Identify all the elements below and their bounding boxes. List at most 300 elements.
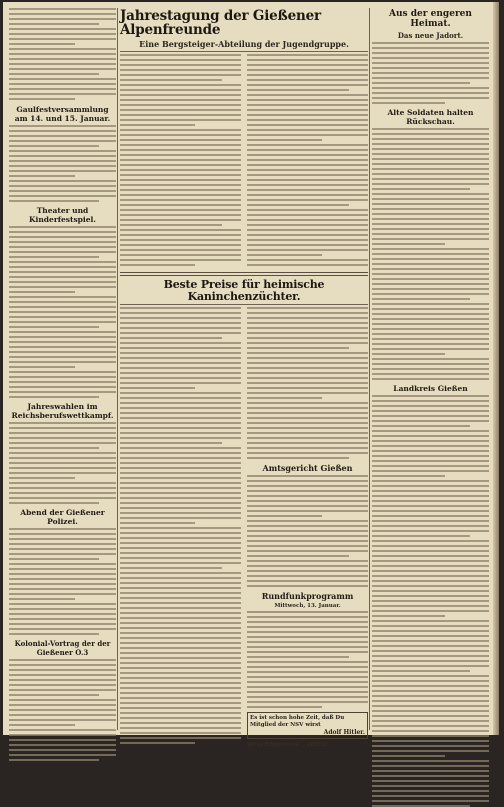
text-line [372, 253, 489, 255]
text-line [9, 472, 116, 474]
text-line [372, 228, 489, 230]
text-line [372, 655, 489, 657]
text-line [9, 145, 99, 147]
text-line [372, 178, 489, 180]
text-line [120, 692, 241, 694]
text-line [372, 328, 489, 330]
text-line [9, 43, 75, 45]
text-line [9, 88, 116, 90]
text-line [120, 382, 241, 384]
text-line [120, 452, 241, 454]
text-line [120, 84, 241, 86]
text-line [372, 57, 489, 59]
text-line [247, 149, 368, 151]
text-line [372, 62, 489, 64]
text-line [120, 742, 195, 744]
text-line [9, 281, 116, 283]
text-line [372, 298, 470, 300]
text-line [9, 326, 99, 328]
text-line [372, 358, 489, 360]
text-line [120, 244, 241, 246]
text-line [372, 470, 489, 472]
text-line [120, 129, 241, 131]
text-line [120, 74, 241, 76]
text-line [120, 397, 241, 399]
text-line [247, 540, 368, 542]
right-section-heading: Alte Soldaten halten Rückschau. [387, 108, 474, 126]
text-line [120, 169, 241, 171]
text-line [247, 159, 368, 161]
text-line [372, 745, 489, 747]
text-line [247, 382, 368, 384]
text-line [247, 144, 368, 146]
text-line [247, 397, 322, 399]
text-line [247, 199, 368, 201]
text-line [247, 387, 368, 389]
text-line [247, 357, 368, 359]
text-line [247, 412, 368, 414]
text-line [372, 395, 489, 397]
text-line [372, 705, 489, 707]
text-line [120, 69, 241, 71]
text-line [247, 64, 368, 66]
text-line [120, 637, 241, 639]
text-line [247, 432, 368, 434]
text-line [9, 386, 116, 388]
text-line [372, 203, 489, 205]
text-line [247, 585, 368, 587]
text-line [9, 608, 116, 610]
text-line [9, 467, 116, 469]
text-line [9, 477, 75, 479]
text-line [120, 552, 241, 554]
text-line [247, 84, 368, 86]
text-line [372, 785, 489, 787]
text-line [372, 765, 489, 767]
text-line [372, 450, 489, 452]
text-line [9, 724, 75, 726]
column-rule [369, 8, 370, 730]
text-line [372, 410, 489, 412]
text-line [247, 367, 368, 369]
text-line [372, 480, 489, 482]
text-line [372, 263, 489, 265]
text-line [372, 555, 489, 557]
text-line [372, 490, 489, 492]
text-line [372, 278, 489, 280]
text-line [120, 124, 195, 126]
text-line [120, 497, 241, 499]
text-line [9, 125, 116, 127]
text-line [120, 642, 241, 644]
text-line [372, 530, 489, 532]
text-line [247, 234, 368, 236]
text-line [9, 528, 116, 530]
text-line [9, 659, 116, 661]
text-line [9, 694, 99, 696]
text-line [120, 327, 241, 329]
text-line [120, 522, 195, 524]
text-line [247, 104, 368, 106]
text-line [9, 83, 116, 85]
text-line [120, 422, 241, 424]
text-line [372, 173, 489, 175]
text-line [247, 691, 368, 693]
text-line [9, 68, 116, 70]
text-line [247, 249, 368, 251]
text-line [120, 447, 241, 449]
text-line [120, 199, 241, 201]
text-line [120, 64, 241, 66]
text-line [247, 570, 368, 572]
text-line [9, 558, 99, 560]
text-line [120, 109, 241, 111]
text-line [372, 565, 489, 567]
text-line [9, 497, 116, 499]
text-line [247, 54, 368, 56]
text-line [372, 288, 489, 290]
text-line [9, 633, 99, 635]
text-line [372, 293, 489, 295]
main-subheadline: Eine Bergsteiger-Abteilung der Jugendgruppe. [139, 39, 349, 50]
text-line [247, 347, 349, 349]
text-line [9, 447, 99, 449]
text-line [120, 54, 241, 56]
text-line [9, 533, 116, 535]
text-line [247, 666, 368, 668]
text-line [372, 680, 489, 682]
text-line [120, 154, 241, 156]
text-line [9, 664, 116, 666]
text-line [372, 273, 489, 275]
text-line [9, 396, 99, 398]
text-line [9, 261, 116, 263]
text-line [120, 712, 241, 714]
text-line [247, 621, 368, 623]
text-line [372, 535, 470, 537]
text-line [247, 134, 368, 136]
text-line [9, 442, 116, 444]
text-line [372, 128, 489, 130]
text-line [247, 392, 368, 394]
text-line [247, 124, 368, 126]
text-line [372, 595, 489, 597]
text-block [9, 8, 116, 100]
text-line [9, 588, 116, 590]
text-line [247, 580, 368, 582]
text-line [9, 180, 116, 182]
text-line [372, 143, 489, 145]
text-line [120, 542, 241, 544]
text-line [9, 135, 116, 137]
text-line [372, 283, 489, 285]
text-line [120, 254, 241, 256]
text-line [372, 630, 489, 632]
column-rule [117, 8, 118, 730]
text-line [247, 239, 368, 241]
text-line [120, 662, 241, 664]
text-line [120, 607, 241, 609]
text-line [247, 322, 368, 324]
text-line [9, 185, 116, 187]
text-line [247, 485, 368, 487]
text-line [9, 63, 116, 65]
text-line [247, 550, 368, 552]
text-line [247, 194, 368, 196]
text-line [372, 440, 489, 442]
text-line [247, 525, 368, 527]
text-line [247, 530, 368, 532]
text-line [372, 540, 489, 542]
rabbit-headline: Beste Preise für heimische Kaninchenzüchter. [163, 278, 325, 303]
text-line [9, 13, 116, 15]
text-line [9, 336, 116, 338]
text-line [120, 402, 241, 404]
text-line [372, 710, 489, 712]
text-line [372, 198, 489, 200]
text-line [247, 676, 368, 678]
text-line [247, 515, 322, 517]
text-line [247, 307, 368, 309]
article-body [120, 307, 368, 747]
text-line [9, 155, 116, 157]
text-line [247, 259, 368, 261]
text-line [372, 233, 489, 235]
text-line [247, 224, 368, 226]
text-line [372, 193, 489, 195]
text-line [9, 754, 116, 756]
text-line [9, 8, 116, 10]
text-line [120, 587, 241, 589]
text-line [120, 367, 241, 369]
text-line [9, 33, 116, 35]
text-line [9, 381, 116, 383]
text-line [9, 376, 116, 378]
text-line [120, 597, 241, 599]
text-block [9, 528, 116, 635]
text-line [247, 229, 368, 231]
text-line [9, 276, 116, 278]
text-line [120, 134, 241, 136]
text-line [247, 114, 368, 116]
text-line [372, 500, 489, 502]
right-section-heading: Landkreis Gießen [393, 384, 468, 393]
text-line [372, 77, 489, 79]
text-line [9, 93, 116, 95]
text-block [372, 128, 489, 380]
text-line [120, 407, 241, 409]
text-line [372, 333, 489, 335]
text-line [9, 346, 116, 348]
text-line [120, 467, 241, 469]
text-line [372, 373, 489, 375]
text-line [247, 214, 368, 216]
page-edge [493, 2, 499, 735]
text-line [372, 303, 489, 305]
text-line [247, 254, 322, 256]
text-line [247, 204, 349, 206]
text-block [372, 42, 489, 104]
text-line [120, 557, 241, 559]
text-line [372, 585, 489, 587]
text-line [120, 119, 241, 121]
text-line [9, 709, 116, 711]
text-line [120, 577, 241, 579]
text-line [372, 400, 489, 402]
text-line [372, 420, 489, 422]
text-line [120, 567, 222, 569]
text-line [247, 701, 368, 703]
text-line [9, 23, 99, 25]
text-line [372, 695, 489, 697]
text-line [9, 422, 116, 424]
ad-text: Es ist schon hohe Zeit, daß Du Mitglied der NSV wirst [250, 715, 345, 729]
text-line [120, 317, 241, 319]
text-line [9, 38, 116, 40]
text-line [120, 727, 241, 729]
text-line [9, 689, 116, 691]
text-line [247, 437, 368, 439]
text-line [372, 363, 489, 365]
text-line [372, 188, 470, 190]
text-line [9, 603, 116, 605]
text-line [247, 535, 368, 537]
text-line [9, 286, 116, 288]
text-line [120, 79, 222, 81]
text-line [9, 679, 116, 681]
text-line [247, 510, 368, 512]
text-line [9, 598, 75, 600]
text-line [372, 600, 489, 602]
text-line [372, 313, 489, 315]
text-line [372, 67, 489, 69]
text-line [9, 759, 99, 761]
text-line [120, 204, 241, 206]
text-line [247, 184, 368, 186]
text-line [9, 256, 99, 258]
left-column [9, 8, 116, 732]
text-line [372, 775, 489, 777]
text-line [247, 362, 368, 364]
left-section-heading: Theater und Kinderfestspiel. [28, 206, 97, 224]
court-headline: Amtsgericht Gießen [262, 463, 353, 474]
text-line [120, 219, 241, 221]
text-line [247, 500, 368, 502]
text-line [9, 160, 116, 162]
text-line [372, 525, 489, 527]
text-line [120, 572, 241, 574]
text-line [120, 622, 241, 624]
text-line [9, 583, 116, 585]
text-line [9, 231, 116, 233]
text-line [120, 532, 241, 534]
text-line [247, 686, 368, 688]
footer-line: Verlag Erdgeschosse ... 1938/32 [247, 741, 328, 748]
text-line [372, 665, 489, 667]
text-line [9, 53, 116, 55]
text-line [247, 661, 368, 663]
text-line [372, 47, 489, 49]
text-line [9, 618, 116, 620]
text-line [120, 372, 241, 374]
text-line [120, 492, 241, 494]
text-line [247, 671, 368, 673]
left-section-heading: Gaulfestversammlung am 14. und 15. Januar. [14, 105, 111, 123]
text-line [372, 368, 489, 370]
text-line [120, 592, 241, 594]
text-line [9, 457, 116, 459]
right-subheadline: Das neue Jadort. [397, 31, 464, 40]
text-line [120, 582, 241, 584]
left-section-heading: Abend der Gießener Polizei. [20, 508, 105, 526]
text-line [9, 150, 116, 152]
text-line [120, 512, 241, 514]
text-line [372, 82, 470, 84]
text-line [247, 631, 368, 633]
text-line [9, 739, 116, 741]
text-line [9, 170, 116, 172]
text-line [120, 657, 241, 659]
text-line [372, 405, 489, 407]
text-line [9, 78, 116, 80]
text-line [9, 246, 116, 248]
text-line [9, 241, 116, 243]
text-line [372, 208, 489, 210]
text-line [372, 435, 489, 437]
text-line [372, 560, 489, 562]
text-line [372, 153, 489, 155]
text-line [120, 487, 241, 489]
text-line [247, 611, 368, 613]
text-line [372, 795, 489, 797]
text-line [120, 89, 241, 91]
text-line [120, 632, 241, 634]
text-line [372, 615, 445, 617]
text-line [247, 372, 368, 374]
text-line [9, 563, 116, 565]
text-block [9, 125, 116, 202]
text-line [9, 704, 116, 706]
text-line [120, 184, 241, 186]
text-line [247, 555, 349, 557]
text-line [372, 505, 489, 507]
text-line [9, 538, 116, 540]
text-line [9, 296, 116, 298]
text-line [372, 675, 489, 677]
text-line [120, 357, 241, 359]
text-line [9, 28, 116, 30]
text-line [372, 725, 489, 727]
text-line [9, 427, 116, 429]
text-line [9, 361, 116, 363]
text-line [372, 770, 489, 772]
text-block [9, 422, 116, 504]
text-line [9, 568, 116, 570]
text-line [372, 570, 489, 572]
text-line [247, 119, 368, 121]
text-line [9, 669, 116, 671]
text-line [247, 626, 368, 628]
ad-signature: Adolf Hitler. [323, 728, 365, 736]
text-line [9, 271, 116, 273]
text-line [9, 341, 116, 343]
text-line [120, 502, 241, 504]
text-line [9, 744, 116, 746]
text-line [9, 452, 116, 454]
text-line [120, 104, 241, 106]
text-line [372, 378, 489, 380]
text-line [372, 715, 489, 717]
